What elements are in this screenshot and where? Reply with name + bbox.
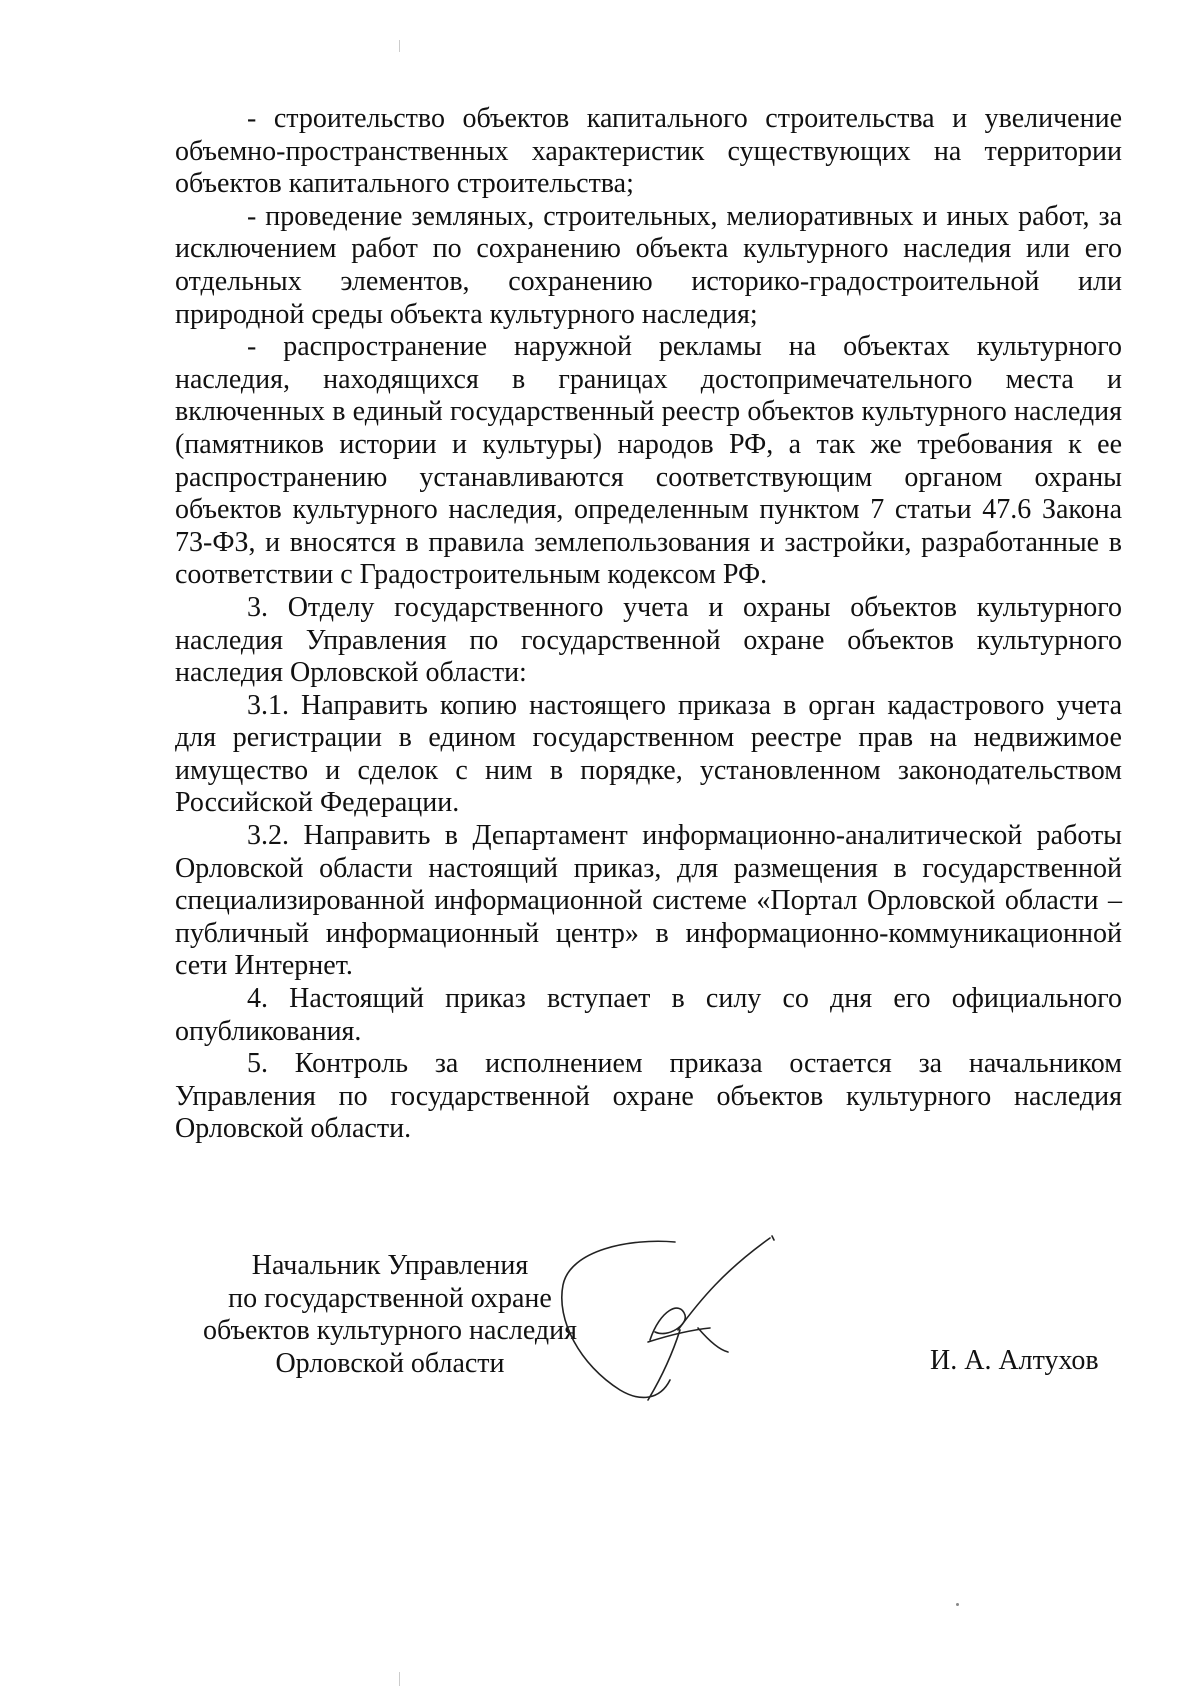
paragraph-advertising: - распространение наружной рекламы на объектах культурного наследия, находящихся в границах достопримечательного места и включенных в единый государственный реестр объектов культурного наследия (памятников истории и культуры) народов РФ, а так же требования к ее распространению устанавливаются соответствующим органом охраны объектов культурного наследия, определенным пунктом 7 статьи 47.6 Закона 73-ФЗ, и вносятся в правила землепользования и застройки, разработанные в соответствии с Градостроительным кодексом РФ. — [175, 331, 1122, 591]
signatory-position-line: по государственной охране — [228, 1282, 552, 1314]
signatory-position-line: Орловской области — [275, 1347, 505, 1379]
signatory-name: И. А. Алтухов — [930, 1345, 1099, 1376]
paragraph-item-3-1: 3.1. Направить копию настоящего приказа в орган кадастрового учета для регистрации в едином государственном реестре прав на недвижимое имущество и сделок с ним в порядке, установленном законодательством Российской Федерации. — [175, 689, 1122, 819]
scan-artifact — [399, 1672, 400, 1686]
paragraph-earthworks-ban: - проведение земляных, строительных, мелиоративных и иных работ, за исключением работ по сохранению объекта культурного наследия или его отдельных элементов, сохранению историко-градостроительной или природной среды объекта культурного наследия; — [175, 200, 1122, 330]
signatory-position-line: объектов культурного наследия — [202, 1315, 578, 1347]
signatory-position-line: Начальник Управления — [251, 1250, 529, 1281]
handwritten-signature — [560, 1230, 820, 1410]
paragraph-item-3: 3. Отделу государственного учета и охраны объектов культурного наследия Управления по государственной охране объектов культурного наследия Орловской области: — [175, 591, 1122, 689]
paragraph-item-5: 5. Контроль за исполнением приказа остается за начальником Управления по государственной охране объектов культурного наследия Орловской области. — [175, 1048, 1122, 1145]
paragraph-construction-ban: - строительство объектов капитального строительства и увеличение объемно-пространственных характеристик существующих на территории объектов капитального строительства; — [175, 103, 1122, 200]
paragraph-item-3-2: 3.2. Направить в Департамент информационно-аналитической работы Орловской области настоящий приказ, для размещения в государственной специализированной информационной системе «Портал Орловской области – публичный информационный центр» в информационно-коммуникационной сети Интернет. — [175, 820, 1122, 982]
scan-artifact — [399, 40, 400, 52]
document-body — [175, 103, 1122, 1146]
scan-artifact — [956, 1603, 959, 1606]
signatory-position — [180, 1250, 600, 1380]
paragraph-item-4: 4. Настоящий приказ вступает в силу со дня его официального опубликования. — [175, 983, 1122, 1047]
